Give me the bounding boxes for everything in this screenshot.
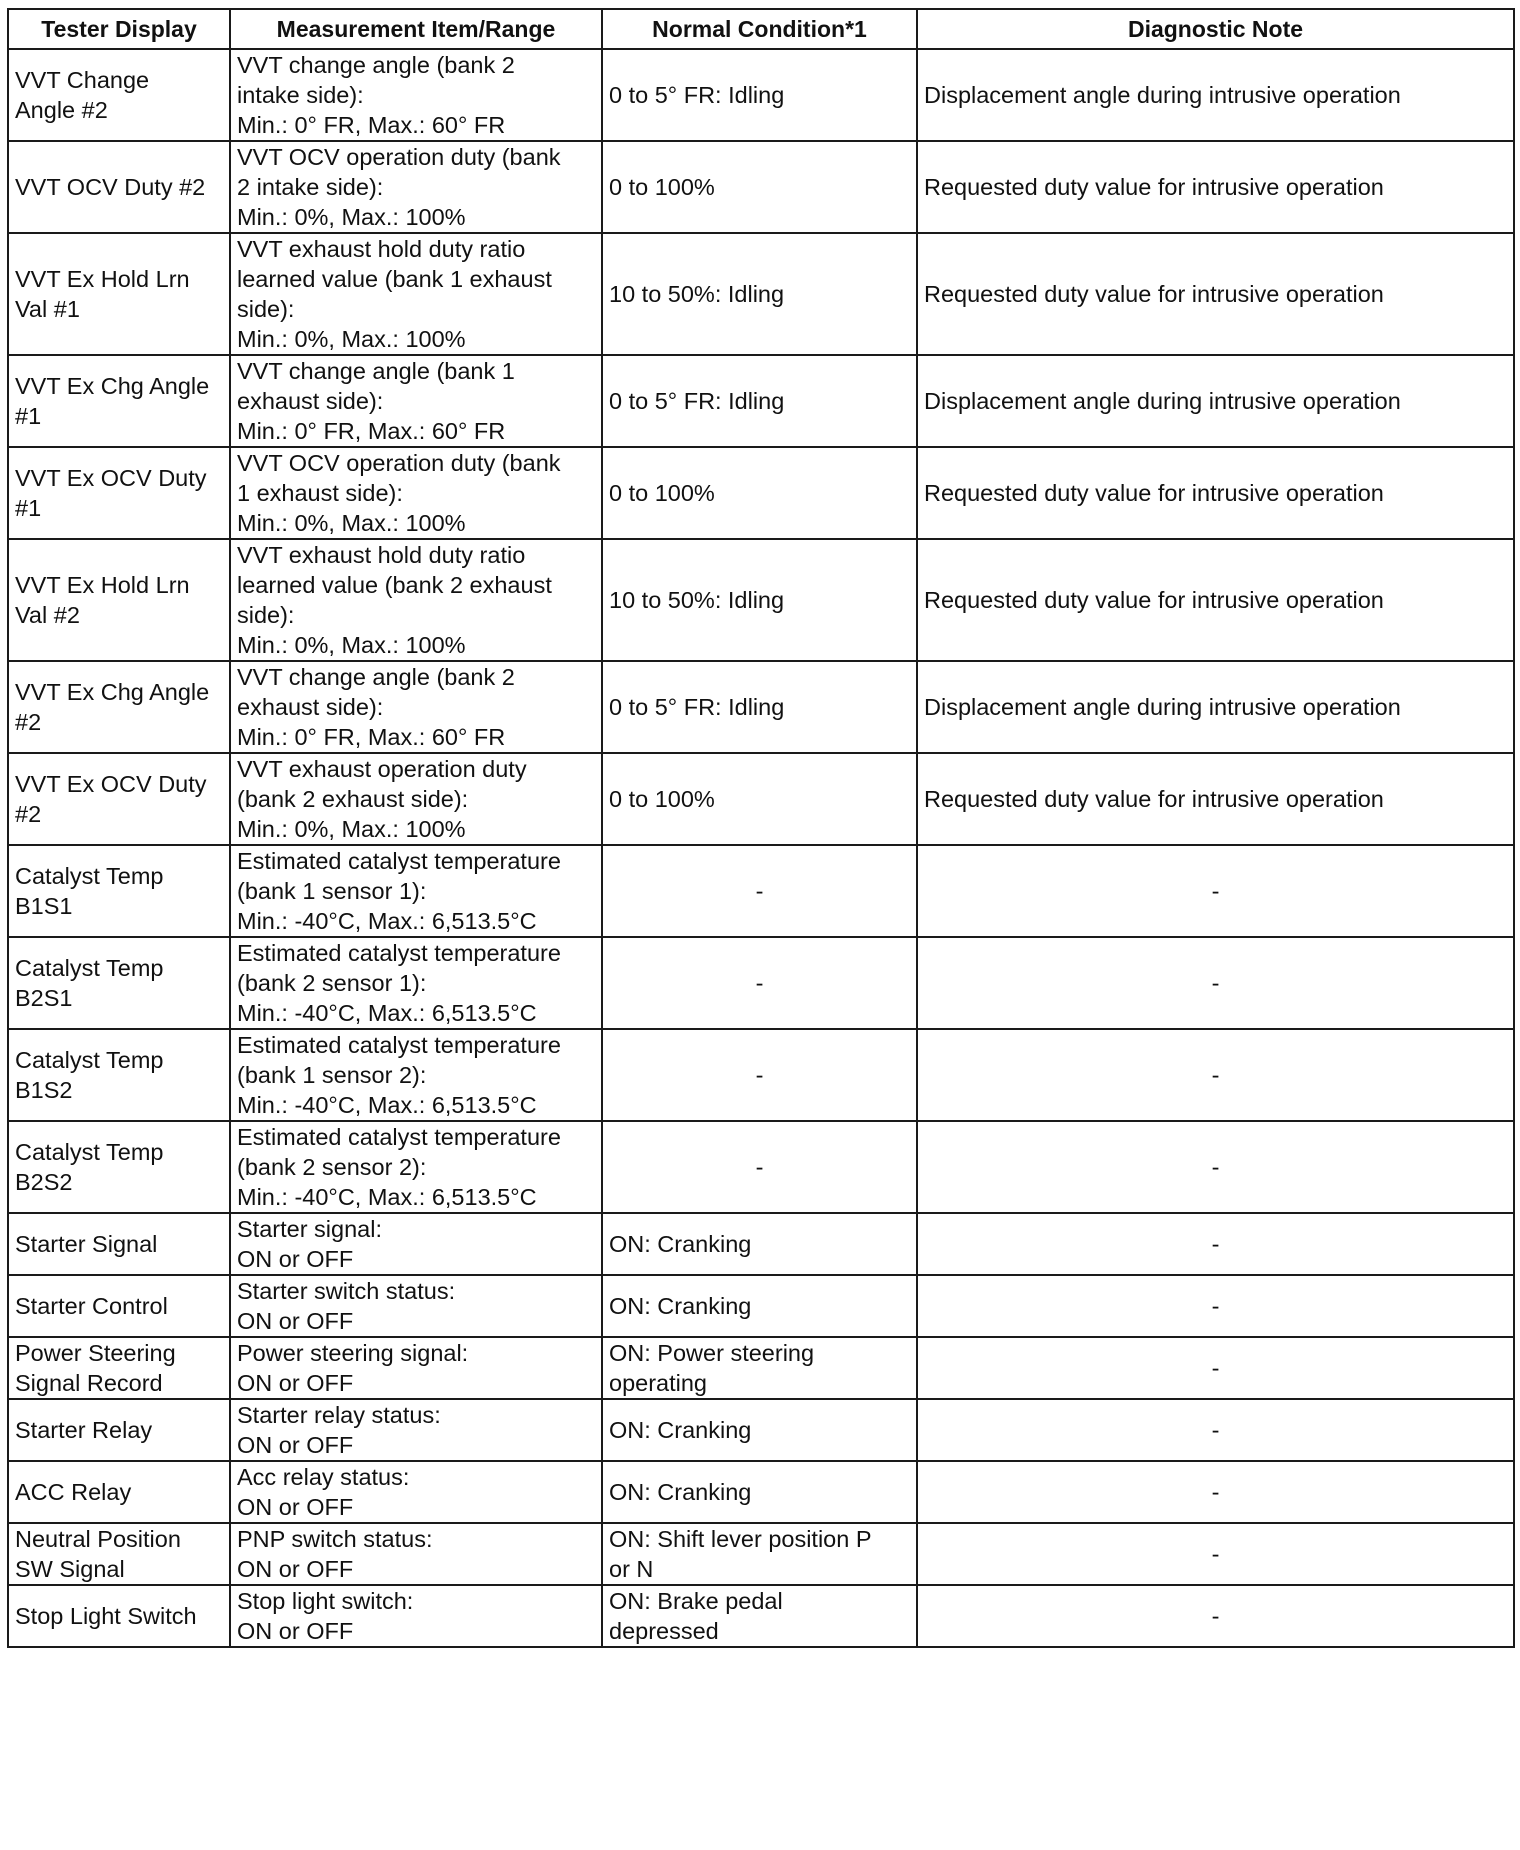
- tester-display-cell: VVT OCV Duty #2: [8, 141, 230, 233]
- diagnostic-note-cell: -: [917, 1461, 1514, 1523]
- tester-display-cell: Power Steering Signal Record: [8, 1337, 230, 1399]
- table-row: [8, 1275, 1514, 1337]
- measurement-range-cell: VVT change angle (bank 1 exhaust side): Min.: 0° FR, Max.: 60° FR: [230, 355, 602, 447]
- table-row: [8, 539, 1514, 661]
- diagnostic-note-cell: -: [917, 1213, 1514, 1275]
- measurement-range-cell: PNP switch status: ON or OFF: [230, 1523, 602, 1585]
- normal-condition-cell: 0 to 100%: [602, 141, 917, 233]
- table-row: [8, 1121, 1514, 1213]
- tester-display-cell: VVT Change Angle #2: [8, 49, 230, 141]
- measurement-range-cell: Stop light switch: ON or OFF: [230, 1585, 602, 1647]
- tester-display-cell: Starter Relay: [8, 1399, 230, 1461]
- table-body: [8, 49, 1514, 1647]
- normal-condition-cell: ON: Power steering operating: [602, 1337, 917, 1399]
- tester-display-cell: Catalyst Temp B2S1: [8, 937, 230, 1029]
- measurement-range-cell: VVT OCV operation duty (bank 2 intake side): Min.: 0%, Max.: 100%: [230, 141, 602, 233]
- diagnostic-note-cell: -: [917, 1029, 1514, 1121]
- table-row: [8, 937, 1514, 1029]
- header-normal-condition: Normal Condition*1: [602, 9, 917, 49]
- tester-display-cell: ACC Relay: [8, 1461, 230, 1523]
- measurement-range-cell: Estimated catalyst temperature (bank 2 sensor 1): Min.: -40°C, Max.: 6,513.5°C: [230, 937, 602, 1029]
- measurement-range-cell: Estimated catalyst temperature (bank 2 sensor 2): Min.: -40°C, Max.: 6,513.5°C: [230, 1121, 602, 1213]
- header-measurement-item: Measurement Item/Range: [230, 9, 602, 49]
- normal-condition-cell: ON: Shift lever position P or N: [602, 1523, 917, 1585]
- diagnostic-note-cell: Displacement angle during intrusive operation: [917, 661, 1514, 753]
- table-row: [8, 845, 1514, 937]
- normal-condition-cell: 0 to 5° FR: Idling: [602, 661, 917, 753]
- header-diagnostic-note: Diagnostic Note: [917, 9, 1514, 49]
- diagnostic-note-cell: -: [917, 1275, 1514, 1337]
- measurement-range-cell: VVT exhaust operation duty (bank 2 exhaust side): Min.: 0%, Max.: 100%: [230, 753, 602, 845]
- normal-condition-cell: 0 to 100%: [602, 753, 917, 845]
- diagnostic-note-cell: Requested duty value for intrusive operation: [917, 141, 1514, 233]
- table-row: [8, 1399, 1514, 1461]
- measurement-range-cell: VVT OCV operation duty (bank 1 exhaust side): Min.: 0%, Max.: 100%: [230, 447, 602, 539]
- table-row: [8, 1523, 1514, 1585]
- normal-condition-cell: ON: Cranking: [602, 1213, 917, 1275]
- measurement-range-cell: VVT exhaust hold duty ratio learned value (bank 2 exhaust side): Min.: 0%, Max.: 100%: [230, 539, 602, 661]
- measurement-range-cell: Power steering signal: ON or OFF: [230, 1337, 602, 1399]
- header-tester-display: Tester Display: [8, 9, 230, 49]
- measurement-range-cell: VVT exhaust hold duty ratio learned value (bank 1 exhaust side): Min.: 0%, Max.: 100%: [230, 233, 602, 355]
- normal-condition-cell: 0 to 100%: [602, 447, 917, 539]
- measurement-range-cell: Estimated catalyst temperature (bank 1 sensor 2): Min.: -40°C, Max.: 6,513.5°C: [230, 1029, 602, 1121]
- measurement-range-cell: Acc relay status: ON or OFF: [230, 1461, 602, 1523]
- normal-condition-cell: -: [602, 937, 917, 1029]
- measurement-range-cell: Starter switch status: ON or OFF: [230, 1275, 602, 1337]
- normal-condition-cell: 0 to 5° FR: Idling: [602, 49, 917, 141]
- normal-condition-cell: 10 to 50%: Idling: [602, 539, 917, 661]
- diagnostic-note-cell: Requested duty value for intrusive operation: [917, 233, 1514, 355]
- table-row: [8, 1337, 1514, 1399]
- table-row: [8, 1029, 1514, 1121]
- table-row: [8, 1461, 1514, 1523]
- tester-display-cell: VVT Ex OCV Duty #1: [8, 447, 230, 539]
- diagnostic-note-cell: Requested duty value for intrusive operation: [917, 539, 1514, 661]
- normal-condition-cell: -: [602, 1029, 917, 1121]
- diagnostic-note-cell: -: [917, 1399, 1514, 1461]
- diagnostic-note-cell: Requested duty value for intrusive operation: [917, 447, 1514, 539]
- tester-display-cell: VVT Ex OCV Duty #2: [8, 753, 230, 845]
- measurement-range-cell: Estimated catalyst temperature (bank 1 sensor 1): Min.: -40°C, Max.: 6,513.5°C: [230, 845, 602, 937]
- header-row: [8, 9, 1514, 49]
- normal-condition-cell: 10 to 50%: Idling: [602, 233, 917, 355]
- table-row: [8, 447, 1514, 539]
- normal-condition-cell: ON: Cranking: [602, 1461, 917, 1523]
- tester-display-cell: VVT Ex Chg Angle #1: [8, 355, 230, 447]
- measurement-range-cell: Starter relay status: ON or OFF: [230, 1399, 602, 1461]
- diagnostic-note-cell: -: [917, 1585, 1514, 1647]
- diagnostic-note-cell: -: [917, 1337, 1514, 1399]
- table-row: [8, 661, 1514, 753]
- table-row: [8, 233, 1514, 355]
- normal-condition-cell: -: [602, 845, 917, 937]
- normal-condition-cell: ON: Cranking: [602, 1275, 917, 1337]
- normal-condition-cell: 0 to 5° FR: Idling: [602, 355, 917, 447]
- table-row: [8, 1213, 1514, 1275]
- tester-display-cell: VVT Ex Chg Angle #2: [8, 661, 230, 753]
- tester-display-cell: Stop Light Switch: [8, 1585, 230, 1647]
- diagnostic-note-cell: Displacement angle during intrusive operation: [917, 355, 1514, 447]
- tester-display-cell: Starter Signal: [8, 1213, 230, 1275]
- diagnostic-note-cell: -: [917, 937, 1514, 1029]
- measurement-range-cell: VVT change angle (bank 2 intake side): Min.: 0° FR, Max.: 60° FR: [230, 49, 602, 141]
- normal-condition-cell: -: [602, 1121, 917, 1213]
- tester-display-cell: VVT Ex Hold Lrn Val #1: [8, 233, 230, 355]
- diagnostic-note-cell: -: [917, 1121, 1514, 1213]
- table-row: [8, 1585, 1514, 1647]
- tester-display-cell: Starter Control: [8, 1275, 230, 1337]
- normal-condition-cell: ON: Brake pedal depressed: [602, 1585, 917, 1647]
- table-row: [8, 49, 1514, 141]
- tester-display-cell: Catalyst Temp B1S2: [8, 1029, 230, 1121]
- diagnostic-note-cell: Requested duty value for intrusive operation: [917, 753, 1514, 845]
- tester-display-cell: Catalyst Temp B1S1: [8, 845, 230, 937]
- table-row: [8, 753, 1514, 845]
- data-list-table: [7, 8, 1515, 1648]
- tester-display-cell: Neutral Position SW Signal: [8, 1523, 230, 1585]
- measurement-range-cell: VVT change angle (bank 2 exhaust side): Min.: 0° FR, Max.: 60° FR: [230, 661, 602, 753]
- tester-display-cell: Catalyst Temp B2S2: [8, 1121, 230, 1213]
- table-row: [8, 141, 1514, 233]
- diagnostic-note-cell: -: [917, 1523, 1514, 1585]
- normal-condition-cell: ON: Cranking: [602, 1399, 917, 1461]
- table-header: [8, 9, 1514, 49]
- diagnostic-note-cell: Displacement angle during intrusive operation: [917, 49, 1514, 141]
- measurement-range-cell: Starter signal: ON or OFF: [230, 1213, 602, 1275]
- table-row: [8, 355, 1514, 447]
- tester-display-cell: VVT Ex Hold Lrn Val #2: [8, 539, 230, 661]
- diagnostic-note-cell: -: [917, 845, 1514, 937]
